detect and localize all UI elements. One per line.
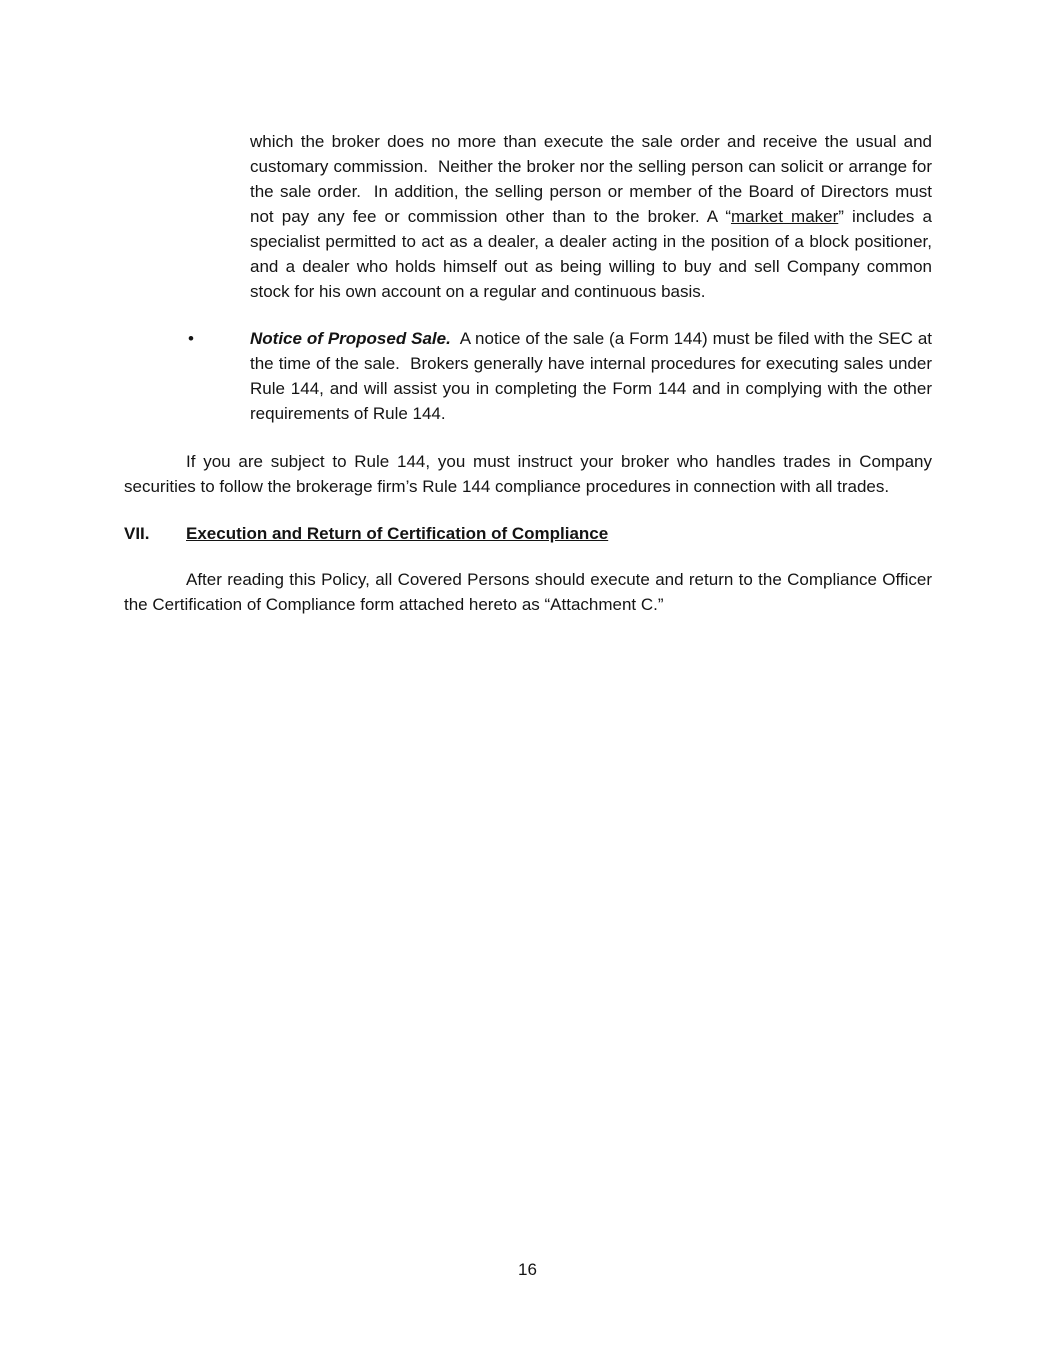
notice-of-proposed-sale-body: A notice of the sale (a Form 144) must be filed with the SEC at the time of the sale. Brokers generally have internal procedures for executing sales under Rule 144, and will assist you in completing the Form 144 and in complying with the other requirements of Rule 144. [250, 329, 937, 423]
section-vii-title: Execution and Return of Certification of Compliance [186, 524, 609, 543]
notice-of-proposed-sale-lead: Notice of Proposed Sale. [250, 329, 451, 348]
section-vii-number: VII. [124, 524, 150, 543]
market-maker-term: market maker [730, 207, 839, 226]
bullet-marker: • [188, 329, 194, 348]
market-maker-paragraph-pre: which the broker does no more than execute the sale order and receive the usual and customary commission. Neither the broker nor the selling person can solicit or arrange for the sale order. In addition, the selling person or member of the Board of Directors must not pay any fee or commission other than to the broker. A “ [250, 132, 937, 226]
page-number: 16 [518, 1260, 537, 1279]
market-maker-paragraph-post: ” includes a specialist permitted to act as a dealer, a dealer acting in the position of a block positioner, and a dealer who holds himself out as being willing to buy and sell Company common stock for his own account on a regular and continuous basis. [250, 207, 937, 301]
certification-paragraph: After reading this Policy, all Covered Persons should execute and return to the Compliance Officer the Certification of Compliance form attached hereto as “Attachment C.” [124, 570, 937, 614]
market-maker-paragraph [250, 129, 937, 304]
notice-of-proposed-sale-bullet [124, 326, 937, 426]
notice-of-proposed-sale-text [250, 326, 937, 426]
document-page-content [124, 129, 937, 639]
section-vii-heading [124, 521, 932, 546]
rule144-instruction-paragraph: If you are subject to Rule 144, you must instruct your broker who handles trades in Company securities to follow the brokerage firm’s Rule 144 compliance procedures in connection with all trades. [124, 452, 937, 496]
